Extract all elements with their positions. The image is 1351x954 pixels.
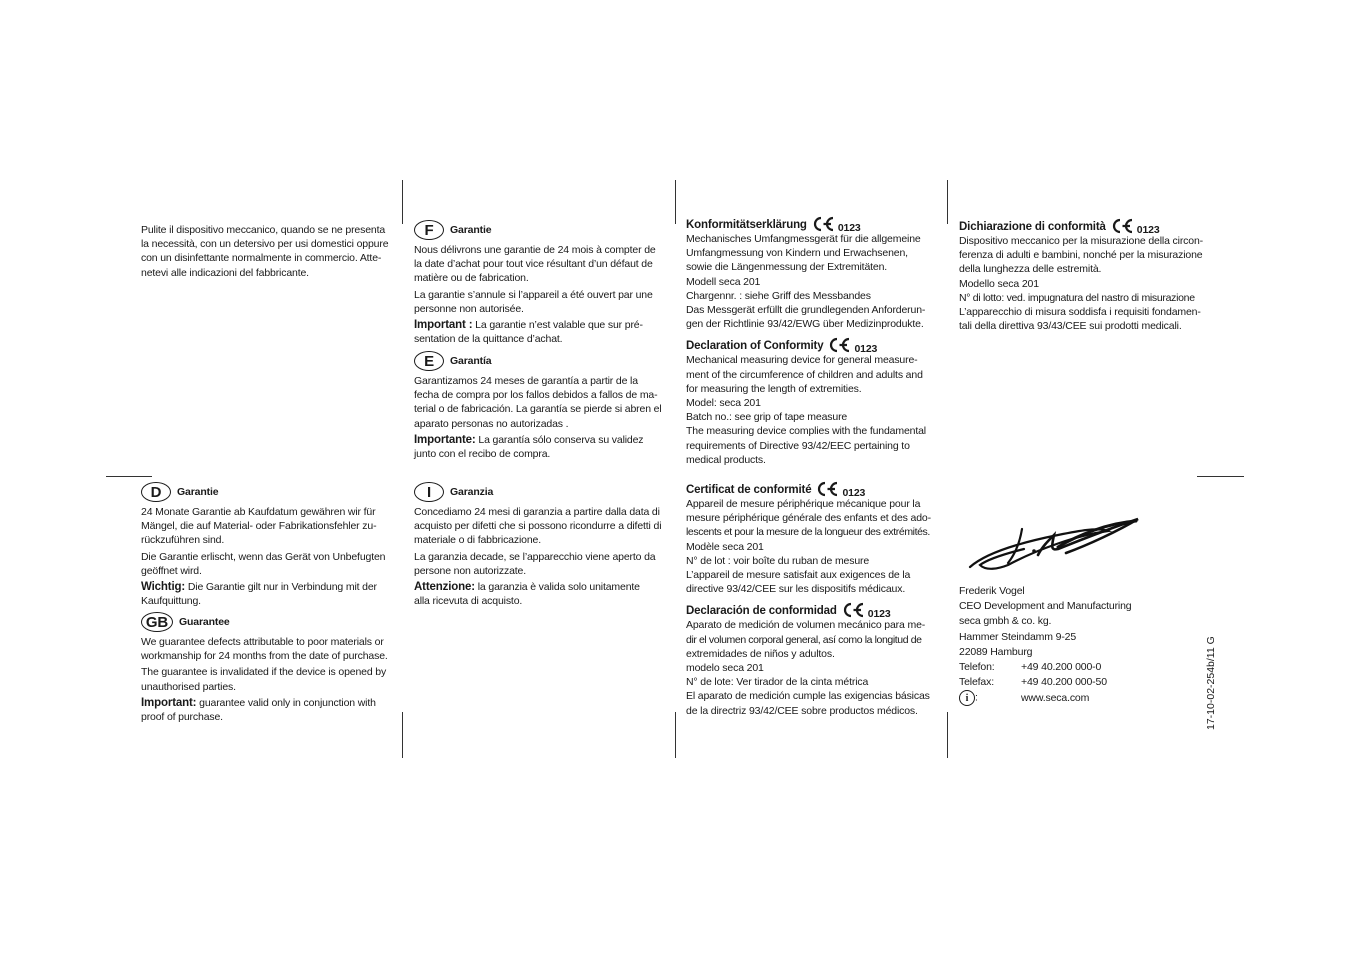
text-line: lescents et pour la mesure de la longueur des extrémités. [686, 526, 930, 539]
text-line: Die Garantie erlischt, wenn das Gerät von Unbefugten [141, 550, 386, 563]
text-line: persone non autorizzate. [414, 564, 526, 577]
text-line: personne non autorisée. [414, 302, 524, 315]
web-row [959, 690, 1131, 706]
ce-number: 0123 [867, 608, 891, 621]
fax-label: Telefax: [959, 676, 994, 689]
text-line: Mechanical measuring device for general measure- [686, 354, 918, 367]
phone-label: Telefon: [959, 661, 995, 674]
important-label: Importante: [414, 433, 476, 446]
text-line: mesure périphérique générale des enfants et des ado- [686, 512, 931, 525]
declaration-title: Konformitätserklärung [686, 218, 807, 231]
section-heading [141, 612, 396, 632]
text-line: modelo seca 201 [686, 662, 764, 675]
street-address: Hammer Steindamm 9-25 [959, 630, 1077, 643]
web-label: : [975, 691, 978, 704]
text-line: Die Garantie gilt nur in Verbindung mit der [185, 581, 377, 594]
text-line: della lunghezza delle estremità. [959, 263, 1102, 276]
text-line: N° de lote: Ver tirador de la cinta métrica [686, 676, 869, 689]
declaration-title: Certificat de conformité [686, 483, 812, 496]
important-label: Important: [141, 696, 197, 709]
text-line: Modello seca 201 [959, 277, 1039, 290]
language-badge-fr: F [414, 220, 444, 240]
text-line: L’apparecchio di misura soddisfa i requisiti fondamen- [959, 306, 1201, 319]
text-line: extremidades de niños y adultos. [686, 647, 835, 660]
text-line: workmanship for 24 months from the date of purchase. [141, 650, 388, 663]
ce-number: 0123 [837, 221, 861, 234]
column-divider-1b [402, 712, 403, 758]
ce-mark-icon [841, 602, 891, 621]
section-heading [141, 482, 396, 502]
text-line: fecha de compra por los fallos debidos a fallos de ma- [414, 389, 658, 402]
section-title: Garantie [450, 223, 492, 236]
text-line: terial o de fabricación. La garantía se pierde si abren el [414, 403, 662, 416]
important-line [414, 318, 669, 332]
important-line [414, 580, 669, 594]
language-badge-it: I [414, 482, 444, 502]
document-number: 17-10-02-254b/11 G [1205, 636, 1217, 730]
declaration-title: Declaración de conformidad [686, 605, 837, 618]
text-line: N° di lotto: ved. impugnatura del nastro di misurazione [959, 291, 1195, 304]
text-line: Das Messgerät erfüllt die grundlegenden Anforderun- [686, 304, 926, 317]
text-line: directive 93/42/CEE sur les dispositifs médicaux. [686, 583, 906, 596]
text-line: sentation de la quittance d’achat. [414, 333, 563, 346]
ce-number: 0123 [1136, 223, 1160, 236]
text-line: unauthorised parties. [141, 680, 236, 693]
declarations-column [686, 216, 941, 718]
text-line: la garanzia è valida solo unitamente [474, 581, 640, 594]
declaration-title-es [686, 602, 941, 621]
text-line: Pulite il dispositivo meccanico, quando se ne presenta [141, 224, 386, 236]
signatory-position: CEO Development and Manufacturing [959, 600, 1132, 613]
text-line: Appareil de mesure périphérique mécanique pour la [686, 498, 921, 511]
section-heading [414, 351, 669, 371]
company-name: seca gmbh & co. kg. [959, 615, 1052, 628]
ce-mark-icon [811, 216, 861, 232]
fold-mark-right [1197, 476, 1244, 477]
text-line: ferenza di adulti e bambini, nonché per la misurazione [959, 249, 1203, 262]
text-line: El aparato de medición cumple las exigencias básicas [686, 690, 930, 703]
text-line: The measuring device complies with the fundamental [686, 425, 926, 438]
contact-block [959, 584, 1131, 706]
text-line: tali della direttiva 93/43/CEE sui prodotti medicali. [959, 320, 1182, 333]
text-line: la necessità, con un detersivo per usi domestici oppure [141, 238, 389, 251]
ce-mark-icon [827, 337, 878, 356]
declaration-title: Dichiarazione di conformità [959, 220, 1106, 233]
text-line: Chargennr. : siehe Griff des Messbandes [686, 289, 871, 302]
text-line: Umfangmessung von Kindern und Erwachsenen, [686, 247, 908, 260]
text-line: requirements of Directive 93/42/EEC pertaining to [686, 439, 910, 452]
section-title: Guarantee [179, 615, 230, 628]
text-line: de la directriz 93/42/CEE sobre productos médicos. [686, 704, 918, 717]
important-label: Attenzione: [414, 581, 475, 594]
text-line: Model: seca 201 [686, 397, 761, 410]
guarantee-es [414, 351, 669, 461]
text-line: Aparato de medición de volumen mecánico para me- [686, 619, 926, 632]
info-icon: i [959, 690, 975, 706]
text-line: 24 Monate Garantie ab Kaufdatum gewähren wir für [141, 506, 376, 518]
column-divider-3 [947, 180, 948, 224]
text-line: ment of the circumference of children and adults and [686, 368, 923, 381]
text-line: dir el volumen corporal general, así como la longitud de [686, 633, 922, 646]
text-line: medical products. [686, 453, 766, 466]
signatory-name: Frederik Vogel [959, 585, 1025, 597]
text-line: L’appareil de mesure satisfait aux exigences de la [686, 569, 911, 582]
text-line: proof of purchase. [141, 711, 223, 724]
text-line: Batch no.: see grip of tape measure [686, 411, 848, 424]
text-line: matière ou de fabrication. [414, 272, 529, 285]
text-line: guarantee valid only in conjunction with [196, 696, 376, 709]
text-line: acquisto per difetti che si possono ricondurre a difetti di [414, 520, 662, 533]
text-line: aparato personas no autorizadas . [414, 417, 569, 430]
text-line: for measuring the length of extremities. [686, 382, 862, 395]
declaration-title-de [686, 216, 941, 232]
text-line: geöffnet wird. [141, 564, 202, 577]
text-line: La garantie n’est valable que sur pré- [472, 319, 643, 332]
ce-number: 0123 [842, 486, 866, 499]
ce-number: 0123 [854, 343, 878, 356]
text-line: The guarantee is invalidated if the device is opened by [141, 666, 387, 679]
signature-image [958, 505, 1148, 585]
column-divider-2b [675, 712, 676, 758]
important-line [141, 696, 396, 710]
text-line: Mängel, die auf Material- oder Fabrikationsfehler zu- [141, 520, 377, 533]
declaration-title-fr [686, 481, 941, 497]
ce-mark-icon [1110, 218, 1160, 234]
important-label: Wichtig: [141, 581, 186, 594]
declaration-it [959, 218, 1219, 333]
text-line: La garantie s’annule si l’appareil a été ouvert par une [414, 288, 653, 301]
section-title: Garantía [450, 354, 492, 367]
text-line: Nous délivrons une garantie de 24 mois à compter de [414, 244, 656, 256]
text-line: Modèle seca 201 [686, 540, 764, 553]
section-title: Garanzia [450, 485, 494, 498]
guarantee-de [141, 482, 396, 608]
important-line [141, 580, 396, 594]
text-line: netevi alle indicazioni del fabbricante. [141, 266, 309, 279]
text-line: alla ricevuta di acquisto. [414, 595, 523, 608]
column-divider-3b [947, 712, 948, 758]
text-line: rückzuführen sind. [141, 534, 225, 547]
website-url: www.seca.com [1021, 691, 1090, 704]
text-line: materiale o di fabbricazione. [414, 534, 541, 547]
phone-row [959, 660, 1131, 675]
text-line: sowie die Längenmessung der Extremitäten. [686, 261, 888, 274]
text-line: Concediamo 24 mesi di garanzia a partire dalla data di [414, 506, 660, 518]
declaration-title: Declaration of Conformity [686, 340, 824, 353]
text-line: Modell seca 201 [686, 275, 761, 288]
text-line: Kaufquittung. [141, 595, 201, 608]
text-line: con un disinfettante normalmente in commercio. Atte- [141, 252, 382, 265]
language-badge-es: E [414, 351, 444, 371]
important-line [414, 433, 669, 447]
web-label-wrap [959, 690, 1021, 706]
text-line: Dispositivo meccanico per la misurazione della circon- [959, 235, 1204, 247]
fold-mark-left [106, 476, 152, 477]
guarantee-it [414, 482, 669, 608]
italian-cleaning-text [141, 223, 396, 280]
section-heading [414, 482, 669, 502]
section-title: Garantie [177, 485, 219, 498]
text-line: La garanzia decade, se l’apparecchio viene aperto da [414, 550, 656, 563]
guarantee-fr [414, 220, 669, 346]
text-line: gen der Richtlinie 93/42/EWG über Medizinprodukte. [686, 318, 924, 331]
text-line: Garantizamos 24 meses de garantía a partir de la [414, 375, 638, 387]
declaration-title-it [959, 218, 1219, 234]
text-line: la date d’achat pour tout vice résultant d’un défaut de [414, 258, 653, 271]
fax-number: +49 40.200 000-50 [1021, 676, 1107, 689]
column-divider-1 [402, 180, 403, 224]
important-label: Important : [414, 319, 473, 332]
text-line: junto con el recibo de compra. [414, 448, 551, 461]
text-line: N° de lot : voir boîte du ruban de mesure [686, 554, 870, 567]
column-divider-2 [675, 180, 676, 224]
city-address: 22089 Hamburg [959, 645, 1033, 658]
text-line: We guarantee defects attributable to poor materials or [141, 636, 384, 648]
language-badge-de: D [141, 482, 171, 502]
text-line: La garantía sólo conserva su validez [475, 433, 644, 446]
phone-number: +49 40.200 000-0 [1021, 661, 1102, 674]
fax-row [959, 675, 1131, 690]
language-badge-gb: GB [141, 612, 173, 632]
text-line: Mechanisches Umfangmessgerät für die allgemeine [686, 233, 921, 245]
ce-mark-icon [815, 481, 865, 497]
section-heading [414, 220, 669, 240]
declaration-title-en [686, 337, 941, 356]
guarantee-gb [141, 612, 396, 724]
